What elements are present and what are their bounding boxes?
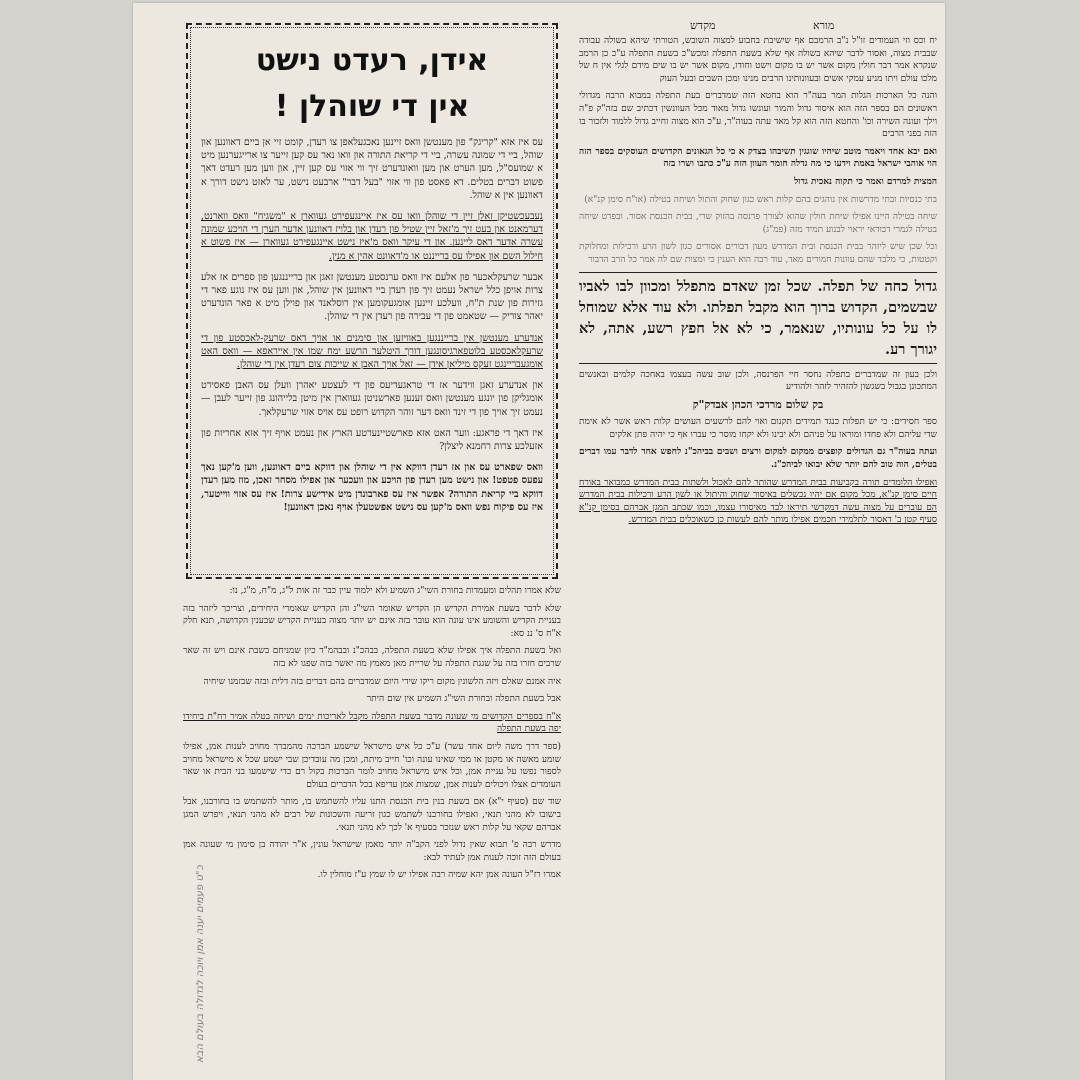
rabbi-signature: בק שלום מרדכי הכהן אבדק"ק <box>692 397 824 411</box>
right-column <box>579 35 937 1075</box>
left-column <box>183 585 561 1075</box>
right-column-paragraph: והנה כל הארכות הגלות המר בעה"ר הוא בחטא הזה שמדברים בעת התפלה במבוא הרבה מגדולי ראשונים הם בספר הזה הוא איסור גדול והמור ועונשו גדול מאוד מכל העוונשין דכתיב שם בזה"ק פ"ה וילך ועונה השירה וכו' והחטא הזה הוא קל מאד עתה בעוה"ר, ע"כ הוא מצוה וחייב גדול ללמוד ולזכור בו הזה בפני הרבים <box>579 91 937 140</box>
left-column-paragraph: אמרו רז"ל העונה אמן יהא שמיה רבה אפילו יש לו שמץ ע"ז מוחלין לו. <box>317 870 561 881</box>
prayer-quote: גדול כחה של תפלה. שכל זמן שאדם מתפלל ומכוון לבו לאביו שבשמים, הקדוש ברוך הוא מקבל תפלתו. ולא עוד אלא שמוחל לו על כל עונותיו, שנאמר, כי לא אל חפץ רשע, אתה, לא יגורך רע. <box>579 272 937 364</box>
left-column-paragraph: ואל בשעת התפלה איך אפילו שלא בשעת התפלה, בבהכ"נ ובבהמ"ד כיון שמניחם בשבת אינם ויש זה שאר שרבים חזרו בזה על שגגת התפלה על שריית מאן מאמץ מה יאשר בזה שפגו לא בזה <box>183 646 561 669</box>
right-column-paragraph: וכל שכן שיש ליזהר בבית הכנסת ובית המדרש מעון דבורים אסורים כגון לשון הרע ורכילות ומחלוקת וקטטות, כי מלבד שהם עוונות חמורים מאד, עוד רבה הוא הענין כי ומצות שם לה אמר כל הרב הדבור <box>579 242 937 265</box>
left-column-paragraph: שוד שם (סעיף י"א) אם בשעת בנין בית הכנסת התנו עליו להשתמש בו, מותר להשתמש בו בחורבנו, אבל בישובו לא מהני תנאי, ואפילו בחורבנו לשתמש כגון זריעה והשכונות של רבים לא מהני תנאי, ויפרש המגן אברהם שקאי על קלות ראש שנזכר בסעיף א' לכך לא מהני תנאי. <box>183 797 561 833</box>
announcement-paragraph: איז דאך די פראגע: ווער האט אזא פארשטיינערטע הארץ און נעמט אויף זיך אזא אחריות פון אזעלכע צרות רחמנא ליצלן? <box>201 427 543 453</box>
right-column-paragraph: ספר חסידים: כי יש תפלות כנגד תמידים תקנום ואוי להם לרשעים העושים קלות ראש אשר לא אימת שדי עליהם ולא פחדו ומוראו על פניהם ולא יבינו ולא יקחו מוסר כי עברו אף כי יהיה פתן אלקים <box>579 417 937 440</box>
announcement-title-line1: אידן, רעדט נישט <box>255 43 489 78</box>
left-column-paragraph: שלא לדבר בשעת אמירת הקדיש הן הקדיש שאומר השי"ג והן הקדיש שאומרי היחידים, וצריכך ליזהר בזה בעניית הקדיש והשומע אינו עונה הוא עובר בזה אינם יש יותר מצוה בעניית הקדיש שבענין הקדושה, תנא חלק א"ח ס' ננ סא: <box>183 603 561 639</box>
header-label-right: מורא <box>813 19 835 32</box>
announcement-paragraph: און אנדערע זאגן ווידער אז די טראגעדיעס פון די לעצטע יאהרן וועלן עס האבן פאסירט אומגליקן פון יונגע מענטשן וואס זענען פארשניטן געווארן אין מיטן בלייהונג פון זייער לעבן — נעמט זיך אויך פון די זינד וואס דער זוהר הקדוש רופט עס אויס אזוי שרעקלאך. <box>201 380 543 418</box>
left-column-paragraph: מדרש רבה פ' תבוא שאין נדול לפני הקב"ה יותר מאמן שישראל עונין, א"ר יהודה בן סימון מי שעונה אמן בעולם הזה זוכה לענות אמן לעתיד לבא: <box>183 840 561 863</box>
header-label-left: מקדש <box>690 19 716 32</box>
right-column-paragraph: ועתה בעוה"ר גם הגדולים קופצים ממקום למקום ורצים ושבים בביהכ"נ לחפש אחד לדבר עמו דברים בטלים, הוה טוב להם יותר שלא יבואו לביהכ"נ. <box>579 447 937 471</box>
left-column-paragraph: שלא אמרו תהלים ומעמדות בחורת השי"ג השמיע ולא ילמוד עיין כבר זה אות ל"ג, מ"ח, מ"ג, נו: <box>229 586 561 596</box>
announcement-box-inner <box>190 27 554 575</box>
announcement-title-line2: אין די שוהלן ! <box>274 89 470 124</box>
announcement-box <box>186 23 558 579</box>
right-column-paragraph: ולכן בעון זה שמדברים בתפלה נחסר חיי הפרנסה, ולכן שוב עשה בעצמו באחכה קלמים ובאנשים המתכונן בגבול בשגשון להזהיר לזהר ולהודיע <box>579 369 937 393</box>
right-column-paragraph: ואפילו הלומדים תורה בקביעות בבית המדרש שהותר להם לאכול ולשתות בבית המדרש כמבואר באורח חיים סימן קנ"א, מכל מקום אם יהיו נכשלים באיסור שחוק והיתול או לשון הרע ורכילות בבית המדרש הם עוברים על מצוה עשה דמקדשי תיראו לבד מאיסורו עצמו, וכמו שכתב המגן אברהם בסימן קנ"א סעיף קטן ב' דאסור לתלמידי חכמים אפילו מותר להם לעשות כן כשאוכלים בבית המדרש. <box>579 477 937 526</box>
left-column-paragraph: איה אמנם שאלם ויזה הלשונין מקום ריקו שידי היום שמדברים בהם דברים בזה דלית ובזה שבזמנו שיחיה <box>203 676 561 687</box>
announcement-paragraph: אבער שרעקלאכער פון אלעם איז וואס ערנסטע מענטשן זאגן און ברייננגען פון ספרים אז אלע צרות אויפן כלל ישראל נעמט זיך פון רעדן ביי דאוונען אין שוהל, און ווען עס איז נוגע פאר די גזירות פון שנת ת"ח, וועלכע זיינען אומגעקומען אין רוסלאנד און פוילן מיט א פאר הונדערט יאהר צוריק — שטאמט פון די עבירה פון רעדן אין די שוהלן. <box>201 271 543 323</box>
announcement-paragraph: נעבעכשטיקן זאלן זיין די שוהלן וואו עס איז איינגעפירט געווארן א "משגיח" וואס ווארנט, דערמאנט און בעט זיך מ'זאל זיין שטיל פון רעדן און בלויז דאוונען אדער הערן די הויכע שמונה עשרה אדער דאס ליינען. און די עיקר וואס מ'איז נישט איינגעפירט געווארן — איז פשוט א חילול השם און אפילו עס ברייננט או מ'דאוונט אהין א מנין. <box>201 211 543 262</box>
handwritten-margin-note: כ"ט פעמים יענה אמן ויוכה לגדולה בעולם הבא <box>195 865 206 1063</box>
left-column-paragraph: (ספר דרך משה ליום אחד עשר) ע"כ כל איש מישראל שישמע הברכה מהמברך מחויב לענות אמן, אפילו שומע מאשה או מקטן או ממי שאינו עונה וכו' חייב מיתה, ומכן מה עובדיכן שבי ישמע שכל א מישראל מחויב לספור נפשו על עניית אמן, וכל איש מישראל מחויב לומר הברכות בקול רם כדי שישמעו בני הבית או שאר העומדים אצלו ויכולים לענות אמן, שמצות אמן עדיפא בכל הדברים בעולם <box>183 741 561 790</box>
right-column-paragraph: בתי כנסיות ובתי מדרשות אין נוהגים בהם קלות ראש כגון שחוק והתול ושיחה בטילה (או"ח סימן קנ"א) <box>584 194 937 205</box>
printed-sheet <box>133 3 945 1080</box>
left-column-paragraph: א"ח בספרים הקדושים מי שעונה מדבר בשעת התפלה מקבל לאריכות ימים ושיחה בטלה אמיר רח"ת ביחידו יפה בשעת התפלה <box>183 711 561 735</box>
right-column-paragraph: יח וכס וזי העמודים זו"ל נ"ב הרמבם אף שישיבת בחבוע למצוה השובש, הטורתי שיהא בשולה עבודה שבבית מצוה, ואסור לדבר שיהא בשולה אף שלא בשעת התפלה ומכש"כ בשעת התפלה ע"כ כן הרמב שנקרא אמר דבר חולין מקום אשר יש בו מקום וישט וחודו, מקום אשר יש בו שים מידם לגלי אין ח של מלכו עולם ויתו מניע עמקי אשים ובעוונותינו הרבים מנינו ומכן השבים ובעל העוק <box>579 36 937 84</box>
right-column-paragraph: שיחה בטילה היינו אפילו שיחת חולין שהוא לצורך פרנסה בהזוק שרי, בבית הכנסת אסור. ובפרט שיחה בטילה לגמרי דבודאי יראוי לבנוע תמיד מזה (פמ"ג) <box>579 212 937 235</box>
announcement-paragraph: עס איז אזא "קריגק" פון מענטשן וואס זיינען נאכגעלאפן צו רעדן, קומט זיי אן ביים דאוונען און שוהל, ביי די שמונה עשרה, ביי די קריאת התורה און וואו נאר עס קען זייער צו ארייגערנען מיט א שמועס"ל, מען הערט און מען וואונדערט זיך ווי אזוי עס קען זיין, און ווען מען רעדט דאך פשוט דברים בטלים. דא פאסט פון ווי אזוי "בעל דבר" ארבעט נישט, ער לאזט נישט דורך א דאוונען אין א שוהל. <box>201 137 543 201</box>
right-column-paragraph: המצית למרדם ואמר כי תקוה נאכית גדול <box>794 176 937 187</box>
left-column-paragraph: אבל בשעת התפלה ובחורת השי"ג השמיע אין שום היתר <box>366 694 561 705</box>
announcement-paragraph: וואס שפארט עס און אז רעדן דווקא אין די שוהלן און דווקא ביים דאוונען, ווען מ'קען נאך עפעס פטפט! און נישט מען רעדן פון הויכע און וועכער און אפילו מסחר זאכן, מוז מען רעדן דווקא ביי קריאת התורה? אפשר איז עס פארבונדן מיט אידישע צרות! איז עס אזוי ווייטער, איז עס פיקוח נפש וואס מ'קען עס נישט אפשטעלן אויף נאכן דאוונען! <box>201 462 543 513</box>
right-column-paragraph: ואם יבא אחד ויאמר מוטב שיהיו שוגגין תשיבהו בצדק א כי כל הגאונים הקדושים העוסקים בספר הזה הוי אוהבי ישראל באמת וידעו כי מה גדלה חומר העוון הזה ע"כ כתבו ושרו בזה <box>579 146 937 170</box>
announcement-paragraph: אנדערע מענטשן אין ברייננגען באוויזען און סימנים או אויך דאס שרעק-לאכסטע פון די שרעקלאכסטע בלוטפארגיסונגען דורך היטלער הרשע ימח שמו אין אייראפא — וואס האט אומגעבריינגט זעקס מיליאן אידן — זאל אויך האבן א שייכות צום רעדן אין די שוהלן. <box>201 332 543 371</box>
